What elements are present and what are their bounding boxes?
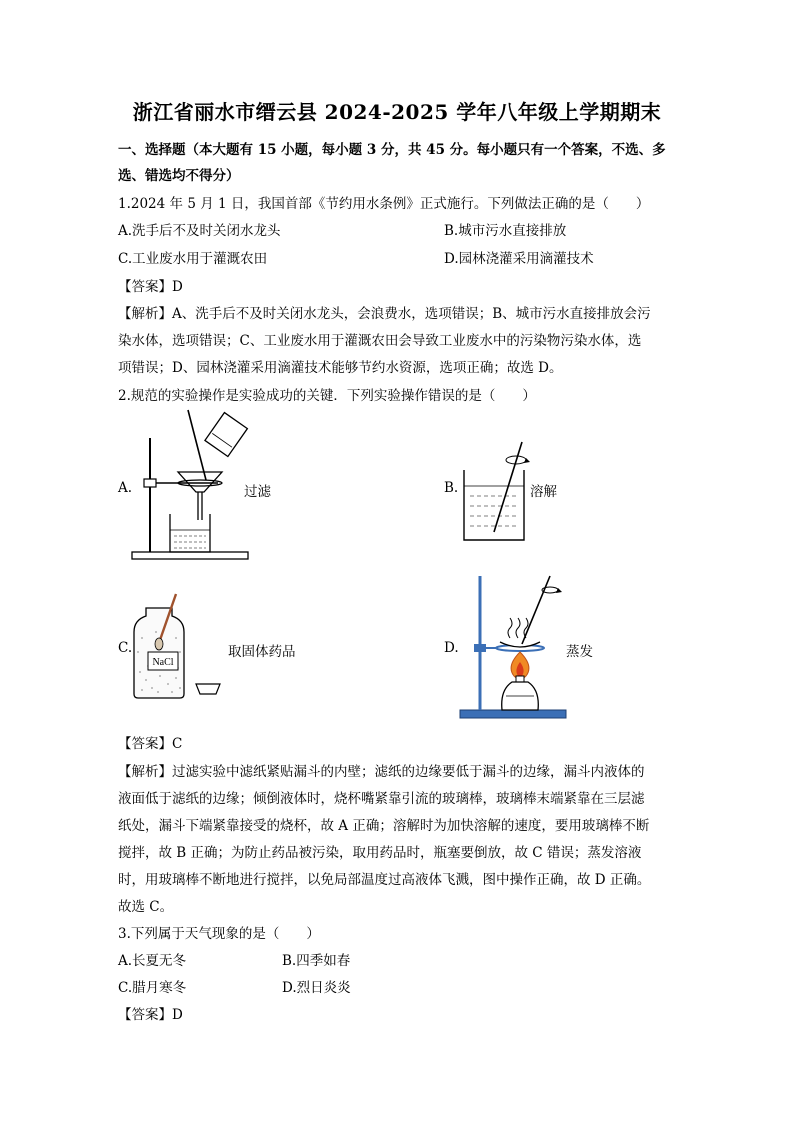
question-2-analysis-line: 搅拌，故 B 正确；为防止药品被污染，取用药品时，瓶塞要倒放，故 C 错误；蒸发溶液 [118, 845, 642, 861]
question-1-answer: 【答案】D [118, 279, 183, 295]
figure-a-letter: A. [118, 480, 133, 496]
dissolving-diagram [460, 440, 535, 544]
figure-d-letter: D. [444, 640, 459, 656]
question-1-option-d: D.园林浇灌采用滴灌技术 [444, 251, 594, 267]
section-heading-cont: 选、错选均不得分） [118, 168, 240, 184]
question-1-analysis-line: 【解析】A、洗手后不及时关闭水龙头，会浪费水，选项错误；B、城市污水直接排放会污 [118, 306, 651, 322]
question-2-stem: 2.规范的实验操作是实验成功的关键．下列实验操作错误的是（ ） [118, 388, 536, 404]
question-2-analysis-line: 故选 C。 [118, 899, 174, 915]
filtration-diagram [130, 408, 250, 563]
reagent-bottle-diagram [130, 592, 230, 702]
question-2-analysis-line: 时，用玻璃棒不断地进行搅拌，以免局部温度过高液体飞溅，图中操作正确，故 D 正确。 [118, 872, 651, 888]
question-2-analysis-line: 液面低于滤纸的边缘；倾倒液体时，烧杯嘴紧靠引流的玻璃棒，玻璃棒末端紧靠在三层滤 [118, 791, 645, 807]
question-1-option-b: B.城市污水直接排放 [444, 223, 567, 239]
page-title: 浙江省丽水市缙云县 2024-2025 学年八年级上学期期末 [132, 100, 662, 124]
figure-b-letter: B. [444, 480, 459, 496]
question-3-option-c: C.腊月寒冬 [118, 980, 187, 996]
question-3-answer: 【答案】D [118, 1007, 183, 1023]
question-3-option-d: D.烈日炎炎 [282, 980, 351, 996]
section-heading: 一、选择题（本大题有 15 小题，每小题 3 分，共 45 分。每小题只有一个答案，不选、多 [118, 142, 666, 158]
question-3-option-a: A.长夏无冬 [118, 953, 187, 969]
question-1-stem: 1.2024 年 5 月 1 日，我国首部《节约用水条例》正式施行。下列做法正确的是（ ） [118, 196, 650, 212]
evaporation-diagram [458, 572, 570, 722]
figure-c-letter: C. [118, 640, 133, 656]
question-1-option-c: C.工业废水用于灌溉农田 [118, 251, 268, 267]
figure-c-caption: 取固体药品 [228, 644, 296, 660]
figure-d-caption: 蒸发 [566, 644, 593, 660]
question-2-analysis-line: 【解析】过滤实验中滤纸紧贴漏斗的内壁；滤纸的边缘要低于漏斗的边缘，漏斗内液体的 [118, 764, 645, 780]
question-1-analysis-line: 染水体，选项错误；C、工业废水用于灌溉农田会导致工业废水中的污染物污染水体，选 [118, 333, 642, 349]
question-3-stem: 3.下列属于天气现象的是（ ） [118, 926, 320, 942]
figure-b-caption: 溶解 [530, 484, 557, 500]
question-3-option-b: B.四季如春 [282, 953, 351, 969]
question-2-analysis-line: 纸处，漏斗下端紧靠接受的烧杯，故 A 正确；溶解时为加快溶解的速度，要用玻璃棒不断 [118, 818, 650, 834]
question-1-option-a: A.洗手后不及时关闭水龙头 [118, 223, 281, 239]
nacl-label: NaCl [152, 657, 174, 668]
question-1-analysis-line: 项错误；D、园林浇灌采用滴灌技术能够节约水资源，选项正确；故选 D。 [118, 360, 563, 376]
question-2-answer: 【答案】C [118, 736, 183, 752]
figure-a-caption: 过滤 [244, 484, 271, 500]
